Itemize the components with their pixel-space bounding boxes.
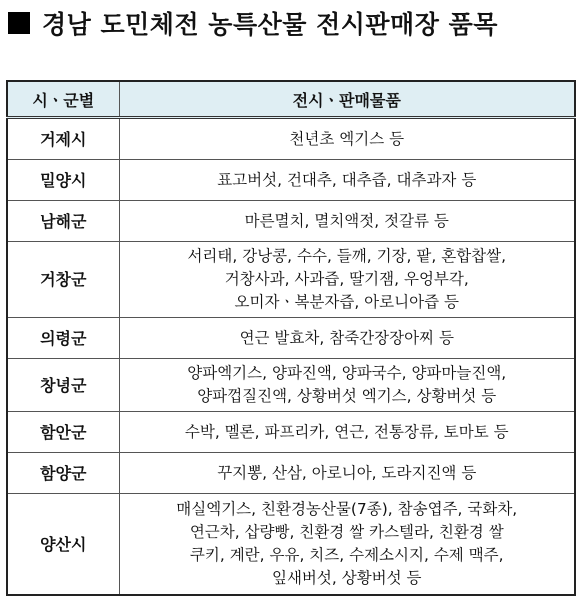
- region-cell: 거제시: [7, 118, 119, 160]
- table-row: [7, 494, 575, 596]
- region-cell: 양산시: [7, 494, 119, 596]
- header-items: 전시ㆍ판매물품: [119, 81, 575, 118]
- table-row: [7, 453, 575, 494]
- page-title: [8, 4, 498, 42]
- table-row: [7, 318, 575, 359]
- title-text: 경남 도민체전 농특산물 전시판매장 품목: [42, 10, 498, 39]
- region-cell: 창녕군: [7, 359, 119, 412]
- table-row: [7, 201, 575, 242]
- table-row: [7, 412, 575, 453]
- items-cell: 양파엑기스, 양파진액, 양파국수, 양파마늘진액, 양파껍질진액, 상황버섯 엑기스, 상황버섯 등: [119, 359, 575, 412]
- region-cell: 의령군: [7, 318, 119, 359]
- items-cell: 천년초 엑기스 등: [119, 118, 575, 160]
- region-cell: 함양군: [7, 453, 119, 494]
- table-header-row: [7, 81, 575, 118]
- table-row: [7, 160, 575, 201]
- product-table: [6, 80, 576, 596]
- items-cell: 수박, 멜론, 파프리카, 연근, 전통장류, 토마토 등: [119, 412, 575, 453]
- region-cell: 거창군: [7, 242, 119, 318]
- items-cell: 꾸지뽕, 산삼, 아로니아, 도라지진액 등: [119, 453, 575, 494]
- region-cell: 함안군: [7, 412, 119, 453]
- header-region: 시ㆍ군별: [7, 81, 119, 118]
- items-cell: 서리태, 강낭콩, 수수, 들깨, 기장, 팥, 혼합찹쌀, 거창사과, 사과즙, 딸기잼, 우엉부각, 오미자ㆍ복분자즙, 아로니아즙 등: [119, 242, 575, 318]
- region-cell: 남해군: [7, 201, 119, 242]
- items-cell: 표고버섯, 건대추, 대추즙, 대추과자 등: [119, 160, 575, 201]
- items-cell: 매실엑기스, 친환경농산물(7종), 참송엽주, 국화차, 연근차, 삽량빵, 친환경 쌀 카스텔라, 친환경 쌀 쿠키, 계란, 우유, 치즈, 수제소시지, 수제 맥주, 잎새버섯, 상황버섯 등: [119, 494, 575, 596]
- square-bullet-icon: [8, 12, 30, 34]
- items-cell: 연근 발효차, 참죽간장장아찌 등: [119, 318, 575, 359]
- items-cell: 마른멸치, 멸치액젓, 젓갈류 등: [119, 201, 575, 242]
- region-cell: 밀양시: [7, 160, 119, 201]
- table-row: [7, 242, 575, 318]
- table-row: [7, 359, 575, 412]
- table-row: [7, 118, 575, 160]
